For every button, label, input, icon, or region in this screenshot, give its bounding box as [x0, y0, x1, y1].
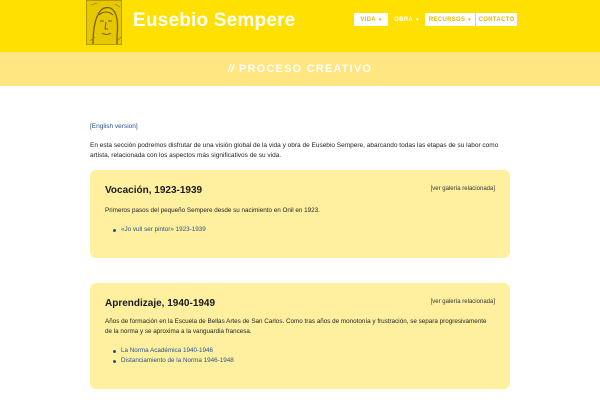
- intro-paragraph: En esta sección podremos disfrutar de una visión global de la vida y obra de Eusebio Sempere, abarcando todas las etapas de su labor como artista, relacionada con los aspectos más significativos de su vida.: [90, 142, 499, 159]
- list-item-label: La Norma Académica 1940-1946: [121, 347, 214, 354]
- banner-slash: //: [227, 63, 234, 75]
- bullet-icon: [113, 350, 116, 353]
- site-header: [0, 0, 600, 52]
- nav-obra-label: OBRA: [394, 16, 414, 23]
- nav-vida-label: VIDA: [360, 16, 376, 23]
- banner-title: PROCESO CREATIVO: [238, 63, 373, 75]
- chevron-down-icon: ▾: [416, 16, 419, 23]
- gallery-link[interactable]: [ver galería relacionada]: [430, 299, 495, 305]
- section-card-aprendizaje: [90, 283, 510, 389]
- section-banner: [0, 52, 600, 86]
- list-item[interactable]: [113, 346, 234, 356]
- list-item-label: «Jo vull ser pintor» 1923-1939: [121, 226, 206, 233]
- nav-vida[interactable]: [354, 13, 388, 26]
- card-description: Primeros pasos del pequeño Sempere desde su nacimiento en Onil en 1923.: [105, 207, 320, 214]
- nav-recursos-label: RECURSOS: [428, 16, 466, 23]
- card-title: Aprendizaje, 1940-1949: [105, 298, 216, 309]
- card-description: Años de formación en la Escuela de Bellas Artes de San Carlos. Como tras años de monotonía y frustración, se separa progresivamente de la norma y se aproxima a la vanguardia francesa.: [105, 318, 487, 335]
- bullet-icon: [113, 360, 116, 363]
- section-card-vocacion: [90, 170, 510, 258]
- list-item[interactable]: [113, 356, 234, 366]
- portrait-logo-icon[interactable]: [86, 0, 122, 45]
- site-title[interactable]: Eusebio Sempere: [133, 10, 296, 31]
- gallery-link[interactable]: [ver galería relacionada]: [430, 186, 495, 192]
- list-item[interactable]: [113, 225, 206, 235]
- bullet-icon: [113, 229, 116, 232]
- nav-contacto[interactable]: [476, 13, 517, 26]
- english-version-link[interactable]: [English version]: [90, 123, 138, 130]
- nav-obra[interactable]: [391, 13, 422, 26]
- card-title: Vocación, 1923-1939: [105, 185, 203, 196]
- card-item-list: [113, 346, 234, 366]
- chevron-down-icon: ▾: [378, 16, 382, 23]
- nav-recursos[interactable]: [425, 13, 475, 26]
- card-item-list: [113, 225, 206, 235]
- list-item-label: Distanciamiento de la Norma 1946-1948: [121, 357, 234, 364]
- chevron-down-icon: ▾: [468, 16, 472, 23]
- nav-contacto-label: CONTACTO: [478, 16, 515, 23]
